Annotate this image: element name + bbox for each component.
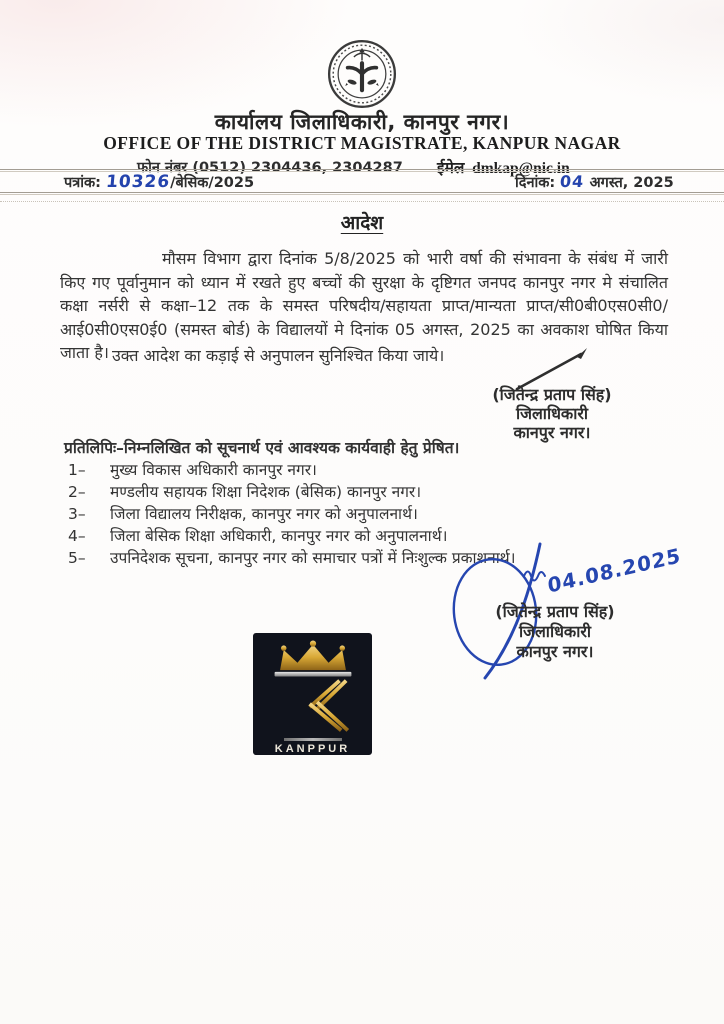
date-suffix: अगस्त, 2025 [589, 175, 674, 191]
signatory-place: कानपुर नगर। [516, 642, 594, 661]
signatory-place: कानपुर नगर। [513, 423, 591, 442]
signatory-name: (जितेन्द्र प्रताप सिंह) [495, 602, 615, 621]
copy-item-1 [68, 458, 668, 480]
k-monogram-icon [267, 679, 359, 732]
reference-number-row [64, 172, 254, 192]
header-divider-faint [0, 201, 724, 202]
signatory-name: (जितेन्द्र प्रताप सिंह) [492, 385, 612, 404]
signature-block-top [452, 385, 652, 442]
up-government-emblem-icon [326, 38, 398, 110]
crown-icon [263, 639, 363, 679]
copy-item-text: जिला बेसिक शिक्षा अधिकारी, कानपुर नगर को अनुपालनार्थ। [110, 527, 448, 545]
ref-suffix: /बेसिक/2025 [170, 175, 255, 191]
logo-wordmark: KANPPUR [274, 743, 351, 756]
handwritten-date: 04.08.2025 [546, 543, 683, 598]
order-heading: आदेश [340, 212, 384, 234]
header-divider-bottom [0, 192, 724, 195]
copy-item-text: जिला विद्यालय निरीक्षक, कानपुर नगर को अनुपालनार्थ। [110, 505, 418, 523]
email-line: ईमेल–dmkap@nic.in [437, 160, 570, 177]
copy-item-number: 5– [68, 549, 86, 567]
copy-item-3 [68, 502, 668, 524]
copy-section-intro: प्रतिलिपिः–निम्नलिखित को सूचनार्थ एवं आवश्यक कार्यवाही हेतु प्रेषित। [64, 439, 460, 457]
copy-item-number: 1– [68, 461, 86, 479]
ref-label: पत्रांक: [64, 175, 101, 191]
copy-item-number: 4– [68, 527, 86, 545]
signatory-designation: जिलाधिकारी [515, 404, 589, 423]
date-row [515, 172, 674, 192]
kanppur-watermark-logo [253, 633, 372, 755]
signatory-designation: जिलाधिकारी [518, 622, 592, 641]
copy-item-number: 2– [68, 483, 86, 501]
office-title-hindi: कार्यालय जिलाधिकारी, कानपुर नगर। [214, 110, 510, 134]
copy-item-text: मण्डलीय सहायक शिक्षा निदेशक (बेसिक) कानपुर नगर। [110, 483, 422, 501]
date-day-handwritten: 04 [559, 172, 586, 191]
logo-divider [284, 738, 342, 741]
copy-item-number: 3– [68, 505, 86, 523]
copy-item-text: मुख्य विकास अधिकारी कानपुर नगर। [110, 461, 317, 479]
office-title-english: OFFICE OF THE DISTRICT MAGISTRATE, KANPUR NAGAR [103, 133, 621, 153]
date-label: दिनांक: [515, 175, 556, 191]
order-body-paragraph: मौसम विभाग द्वारा दिनांक 5/8/2025 को भारी वर्षा की संभावना के संबंध में जारी किए गए पूर्वानुमान को ध्यान में रखते हुए बच्चों की सुरक्षा के दृष्टिगत जनपद कानपुर नगर मे संचालित कक्षा नर्सरी से कक्षा–12 तक के समस्त परिषदीय/सहायता प्राप्त/मान्यता प्राप्त/सी0बी0एस0सी0/आई0सी0एस0ई0 (समस्त बोर्ड) के विद्यालयों मे दिनांक 05 अगस्त, 2025 का अवकाश घोषित किया जाता है। [60, 249, 668, 362]
copy-item-text: उपनिदेशक सूचना, कानपुर नगर को समाचार पत्रों में निःशुल्क प्रकाशनार्थ। [110, 549, 516, 567]
phone-number-line: फोन नंबर (0512) 2304436, 2304287 [137, 160, 403, 176]
signature-block-bottom [455, 602, 655, 662]
ref-number-handwritten: 10326 [105, 172, 172, 192]
copy-item-2 [68, 480, 668, 502]
compliance-line: उक्त आदेश का कड़ाई से अनुपालन सुनिश्चित किया जाये। [112, 346, 445, 365]
